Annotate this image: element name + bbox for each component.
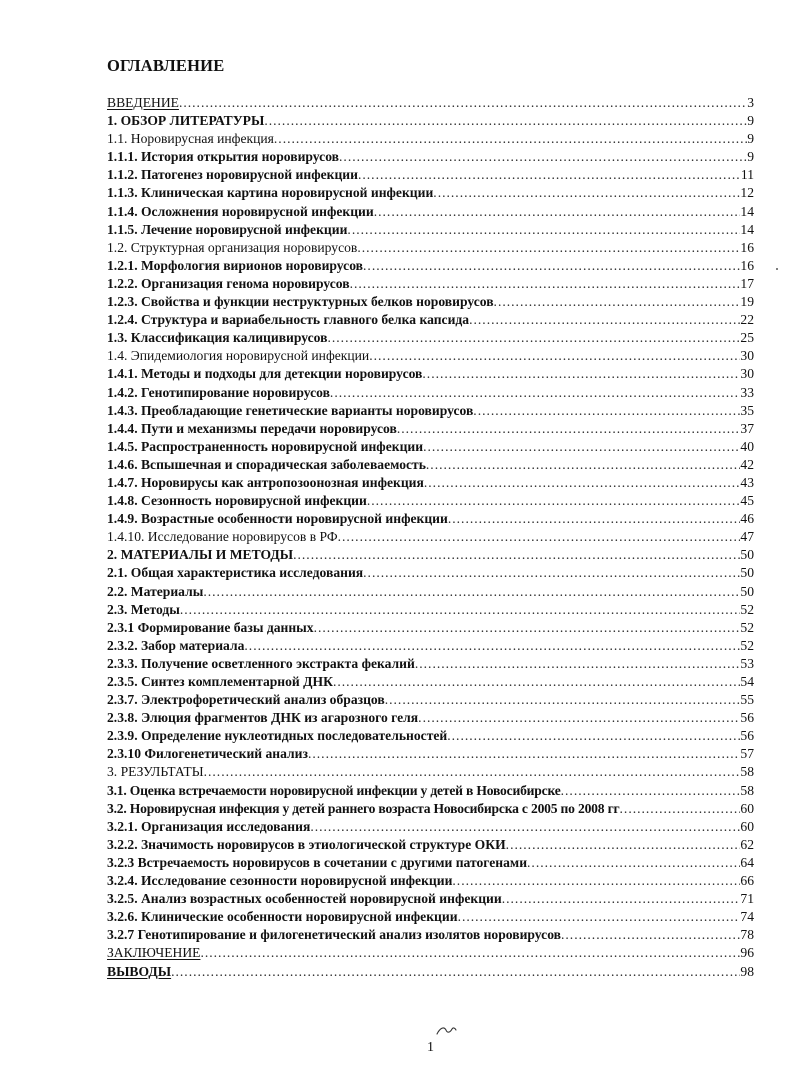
toc-entry-title: 2.3.8. Элюция фрагментов ДНК из агарозного геля xyxy=(107,710,419,726)
toc-entry-page: 25 xyxy=(740,330,754,346)
toc-leader-dots xyxy=(397,420,741,438)
toc-entry-title: 1.1.3. Клиническая картина норовирусной инфекции xyxy=(107,185,434,201)
toc-entry-page: 78 xyxy=(740,927,754,943)
toc-entry xyxy=(107,329,754,347)
toc-entry-page: 64 xyxy=(740,854,754,870)
toc-entry-title: 3.2. Норовирусная инфекция у детей раннего возраста Новосибирска с 2005 по 2008 гг xyxy=(107,800,620,816)
toc-leader-dots xyxy=(274,130,747,148)
toc-entry-page: 50 xyxy=(740,547,754,563)
toc-entry-page: 30 xyxy=(740,366,754,382)
toc-entry-page: 17 xyxy=(740,275,754,291)
toc-leader-dots xyxy=(310,818,740,836)
toc-entry-page: 98 xyxy=(740,963,754,979)
toc-entry xyxy=(107,818,754,836)
toc-leader-dots xyxy=(426,456,741,474)
toc-entry-page: 30 xyxy=(740,348,754,364)
toc-leader-dots xyxy=(561,782,741,800)
toc-entry-page: 56 xyxy=(740,710,754,726)
toc-entry xyxy=(107,166,754,184)
toc-leader-dots xyxy=(333,673,740,691)
toc-entry xyxy=(107,130,754,148)
toc-leader-dots xyxy=(447,727,740,745)
toc-entry-page: 57 xyxy=(740,746,754,762)
toc-entry-page: 14 xyxy=(740,203,754,219)
toc-leader-dots xyxy=(330,384,740,402)
toc-leader-dots xyxy=(179,94,747,112)
toc-entry-title: 3.2.6. Клинические особенности норовирусной инфекции xyxy=(107,909,458,925)
toc-entry-page: 96 xyxy=(740,945,754,961)
toc-entry xyxy=(107,492,754,510)
toc-entry-page: 42 xyxy=(740,456,754,472)
toc-entry-page: 60 xyxy=(740,800,754,816)
toc-leader-dots xyxy=(458,908,741,926)
toc-entry xyxy=(107,239,754,257)
toc-leader-dots xyxy=(506,836,741,854)
toc-leader-dots xyxy=(424,474,741,492)
toc-entry-title: 2.3.10 Филогенетический анализ xyxy=(107,746,308,762)
toc-entry-title: 1.1.2. Патогенез норовирусной инфекции xyxy=(107,167,358,183)
toc-entry-title: 3.2.7 Генотипирование и филогенетический анализ изолятов норовирусов xyxy=(107,927,561,943)
toc-entry-title: 2.3.1 Формирование базы данных xyxy=(107,619,314,635)
toc-entry-title: 1.1.5. Лечение норовирусной инфекции xyxy=(107,221,348,237)
toc-entry-title: 1.4. Эпидемиология норовирусной инфекции xyxy=(107,348,370,364)
toc-leader-dots xyxy=(502,890,741,908)
toc-entry-title: 1.2.3. Свойства и функции неструктурных белков норовирусов xyxy=(107,294,494,310)
toc-leader-dots xyxy=(339,148,747,166)
toc-entry-title: 3.2.1. Организация исследования xyxy=(107,818,311,834)
toc-leader-dots xyxy=(363,257,740,275)
toc-entry xyxy=(107,908,754,926)
toc-entry-page: 16 xyxy=(740,239,754,255)
toc-entry-title: ВВЕДЕНИЕ xyxy=(107,95,179,110)
toc-entry xyxy=(107,564,754,582)
toc-leader-dots xyxy=(204,763,741,781)
page-title: ОГЛАВЛЕНИЕ xyxy=(107,56,225,75)
handwritten-mark xyxy=(435,1022,457,1038)
toc-leader-dots xyxy=(327,329,740,347)
toc-entry-title: 1.2.1. Морфология вирионов норовирусов xyxy=(107,257,364,273)
toc-entry-page: 37 xyxy=(740,420,754,436)
toc-entry xyxy=(107,365,754,383)
toc-entry-page: 19 xyxy=(740,294,754,310)
toc-leader-dots xyxy=(358,166,741,184)
toc-entry-title: 3.1. Оценка встречаемости норовирусной инфекции у детей в Новосибирске xyxy=(107,782,561,798)
toc-entry-title: 1.1.1. История открытия норовирусов xyxy=(107,149,340,165)
toc-entry-page: 52 xyxy=(740,637,754,653)
toc-entry-title: 1.4.9. Возрастные особенности норовирусной инфекции xyxy=(107,511,448,527)
toc-entry xyxy=(107,601,754,619)
table-of-contents xyxy=(107,94,754,981)
toc-entry xyxy=(107,528,754,546)
toc-entry xyxy=(107,944,754,962)
toc-entry-page: 3 xyxy=(747,95,754,110)
toc-entry xyxy=(107,872,754,890)
toc-entry-title: 1.4.1. Методы и подходы для детекции норовирусов xyxy=(107,366,423,382)
toc-entry xyxy=(107,926,754,944)
toc-entry-page: 66 xyxy=(740,873,754,889)
toc-entry xyxy=(107,691,754,709)
toc-entry xyxy=(107,438,754,456)
toc-entry-page: 43 xyxy=(740,474,754,490)
toc-leader-dots xyxy=(448,510,741,528)
toc-leader-dots xyxy=(350,275,741,293)
toc-entry xyxy=(107,583,754,601)
toc-entry xyxy=(107,293,754,311)
toc-entry xyxy=(107,836,754,854)
toc-entry xyxy=(107,474,754,492)
toc-entry-page: 62 xyxy=(740,836,754,852)
toc-entry xyxy=(107,800,754,818)
toc-entry xyxy=(107,963,754,981)
toc-entry-page: 45 xyxy=(740,493,754,509)
toc-leader-dots xyxy=(473,402,740,420)
toc-entry-title: 2.3.7. Электрофоретический анализ образцов xyxy=(107,692,385,708)
toc-entry-title: 1.4.7. Норовирусы как антропозоонозная инфекция xyxy=(107,474,424,490)
toc-entry-title: ВЫВОДЫ xyxy=(107,963,172,979)
toc-entry xyxy=(107,275,754,293)
toc-entry-page: 46 xyxy=(740,511,754,527)
toc-leader-dots xyxy=(293,546,740,564)
toc-entry-page: 55 xyxy=(740,692,754,708)
toc-leader-dots xyxy=(357,239,740,257)
toc-entry-page: 52 xyxy=(740,601,754,617)
toc-entry-page: 9 xyxy=(747,131,754,147)
toc-entry-title: 2.3.3. Получение осветленного экстракта фекалий xyxy=(107,655,415,671)
toc-entry-title: 2. МАТЕРИАЛЫ И МЕТОДЫ xyxy=(107,547,294,563)
toc-entry xyxy=(107,782,754,800)
toc-entry-title: 1.1.4. Осложнения норовирусной инфекции xyxy=(107,203,374,219)
toc-leader-dots xyxy=(244,637,740,655)
toc-entry xyxy=(107,257,754,275)
toc-leader-dots xyxy=(367,492,741,510)
toc-entry-title: 1.4.2. Генотипирование норовирусов xyxy=(107,384,330,400)
toc-entry-title: 3. РЕЗУЛЬТАТЫ xyxy=(107,764,204,780)
toc-entry xyxy=(107,420,754,438)
toc-entry xyxy=(107,673,754,691)
toc-entry-title: 1.2.4. Структура и вариабельность главного белка капсида xyxy=(107,312,470,328)
toc-leader-dots xyxy=(415,655,741,673)
toc-leader-dots xyxy=(338,528,741,546)
toc-entry-title: 1.3. Классификация калицивирусов xyxy=(107,330,328,346)
toc-leader-dots xyxy=(363,564,740,582)
toc-entry xyxy=(107,619,754,637)
toc-entry-title: 2.3. Методы xyxy=(107,601,180,617)
toc-entry-page: 53 xyxy=(740,655,754,671)
toc-entry-title: 1.4.8. Сезонность норовирусной инфекции xyxy=(107,493,367,509)
toc-entry-page: 74 xyxy=(740,909,754,925)
toc-entry xyxy=(107,655,754,673)
toc-leader-dots xyxy=(369,347,740,365)
toc-entry-page: 50 xyxy=(740,583,754,599)
toc-entry-page: 40 xyxy=(740,438,754,454)
toc-entry xyxy=(107,384,754,402)
toc-entry-title: ЗАКЛЮЧЕНИЕ xyxy=(107,945,201,961)
toc-leader-dots xyxy=(494,293,741,311)
toc-entry-page: 9 xyxy=(747,149,754,165)
toc-entry-title: 1.2.2. Организация генома норовирусов xyxy=(107,275,350,291)
toc-leader-dots xyxy=(308,745,740,763)
toc-entry xyxy=(107,112,754,130)
toc-leader-dots xyxy=(347,221,740,239)
toc-leader-dots xyxy=(418,709,740,727)
toc-entry xyxy=(107,221,754,239)
toc-entry-page: 56 xyxy=(740,728,754,744)
toc-entry xyxy=(107,402,754,420)
toc-leader-dots xyxy=(423,438,740,456)
toc-entry xyxy=(107,148,754,166)
toc-leader-dots xyxy=(264,112,747,130)
toc-entry-title: 1.4.6. Вспышечная и спорадическая заболеваемость xyxy=(107,456,426,472)
toc-entry-title: 1.2. Структурная организация норовирусов xyxy=(107,239,358,255)
scan-speck xyxy=(776,268,778,270)
toc-entry-title: 2.1. Общая характеристика исследования xyxy=(107,565,364,581)
toc-entry-page: 50 xyxy=(740,565,754,581)
toc-entry-page: 60 xyxy=(740,818,754,834)
toc-leader-dots xyxy=(527,854,740,872)
toc-entry-title: 2.3.5. Синтез комплементарной ДНК xyxy=(107,674,333,689)
toc-leader-dots xyxy=(374,203,741,221)
toc-entry-page: 47 xyxy=(740,529,754,545)
toc-entry xyxy=(107,745,754,763)
toc-entry xyxy=(107,637,754,655)
toc-entry-title: 1.4.3. Преобладающие генетические варианты норовирусов xyxy=(107,402,474,418)
toc-entry-title: 2.2. Материалы xyxy=(107,583,204,599)
toc-entry-title: 1.4.5. Распространенность норовирусной инфекции xyxy=(107,438,424,454)
toc-leader-dots xyxy=(180,601,741,619)
toc-entry-page: 14 xyxy=(740,221,754,237)
toc-leader-dots xyxy=(452,872,740,890)
toc-entry-page: 58 xyxy=(740,764,754,780)
toc-entry-page: 11 xyxy=(740,167,754,183)
toc-entry-title: 1.1. Норовирусная инфекция xyxy=(107,131,274,147)
toc-entry xyxy=(107,763,754,781)
toc-entry-page: 52 xyxy=(740,619,754,635)
toc-leader-dots xyxy=(469,311,740,329)
toc-entry-title: 3.2.2. Значимость норовирусов в этиологической структуре ОКИ xyxy=(107,836,506,852)
toc-entry xyxy=(107,456,754,474)
toc-entry-page: 9 xyxy=(747,113,754,129)
toc-entry-title: 2.3.2. Забор материала xyxy=(107,637,245,653)
toc-entry-title: 2.3.9. Определение нуклеотидных последовательностей xyxy=(107,728,448,744)
toc-entry xyxy=(107,709,754,727)
toc-entry-title: 3.2.3 Встречаемость норовирусов в сочетании с другими патогенами xyxy=(107,854,528,870)
toc-entry-title: 3.2.4. Исследование сезонности норовирусной инфекции xyxy=(107,873,453,889)
toc-leader-dots xyxy=(422,365,740,383)
toc-leader-dots xyxy=(314,619,741,637)
toc-leader-dots xyxy=(385,691,741,709)
toc-entry-title: 3.2.5. Анализ возрастных особенностей норовирусной инфекции xyxy=(107,891,502,907)
toc-entry xyxy=(107,203,754,221)
toc-leader-dots xyxy=(561,926,740,944)
toc-entry xyxy=(107,890,754,908)
toc-entry-title: 1.4.10. Исследование норовирусов в РФ xyxy=(107,529,338,545)
toc-entry xyxy=(107,94,754,112)
toc-entry-page: 16 xyxy=(740,257,754,273)
toc-entry xyxy=(107,184,754,202)
toc-entry-title: 1.4.4. Пути и механизмы передачи норовирусов xyxy=(107,420,397,436)
toc-entry xyxy=(107,727,754,745)
toc-leader-dots xyxy=(203,583,740,601)
toc-entry xyxy=(107,854,754,872)
toc-entry-title: 1. ОБЗОР ЛИТЕРАТУРЫ xyxy=(107,113,265,129)
toc-leader-dots xyxy=(620,800,741,818)
toc-entry-page: 33 xyxy=(740,384,754,400)
toc-leader-dots xyxy=(200,944,740,962)
toc-entry xyxy=(107,347,754,365)
toc-entry-page: 12 xyxy=(740,185,754,201)
toc-entry xyxy=(107,510,754,528)
toc-entry xyxy=(107,546,754,564)
toc-entry xyxy=(107,311,754,329)
toc-entry-page: 58 xyxy=(740,782,754,798)
toc-leader-dots xyxy=(171,963,740,981)
toc-entry-page: 54 xyxy=(740,674,754,689)
toc-entry-page: 35 xyxy=(740,402,754,418)
toc-leader-dots xyxy=(433,184,740,202)
toc-entry-page: 71 xyxy=(740,891,754,907)
toc-entry-page: 22 xyxy=(740,312,754,328)
page-number: 1 xyxy=(427,1040,434,1055)
